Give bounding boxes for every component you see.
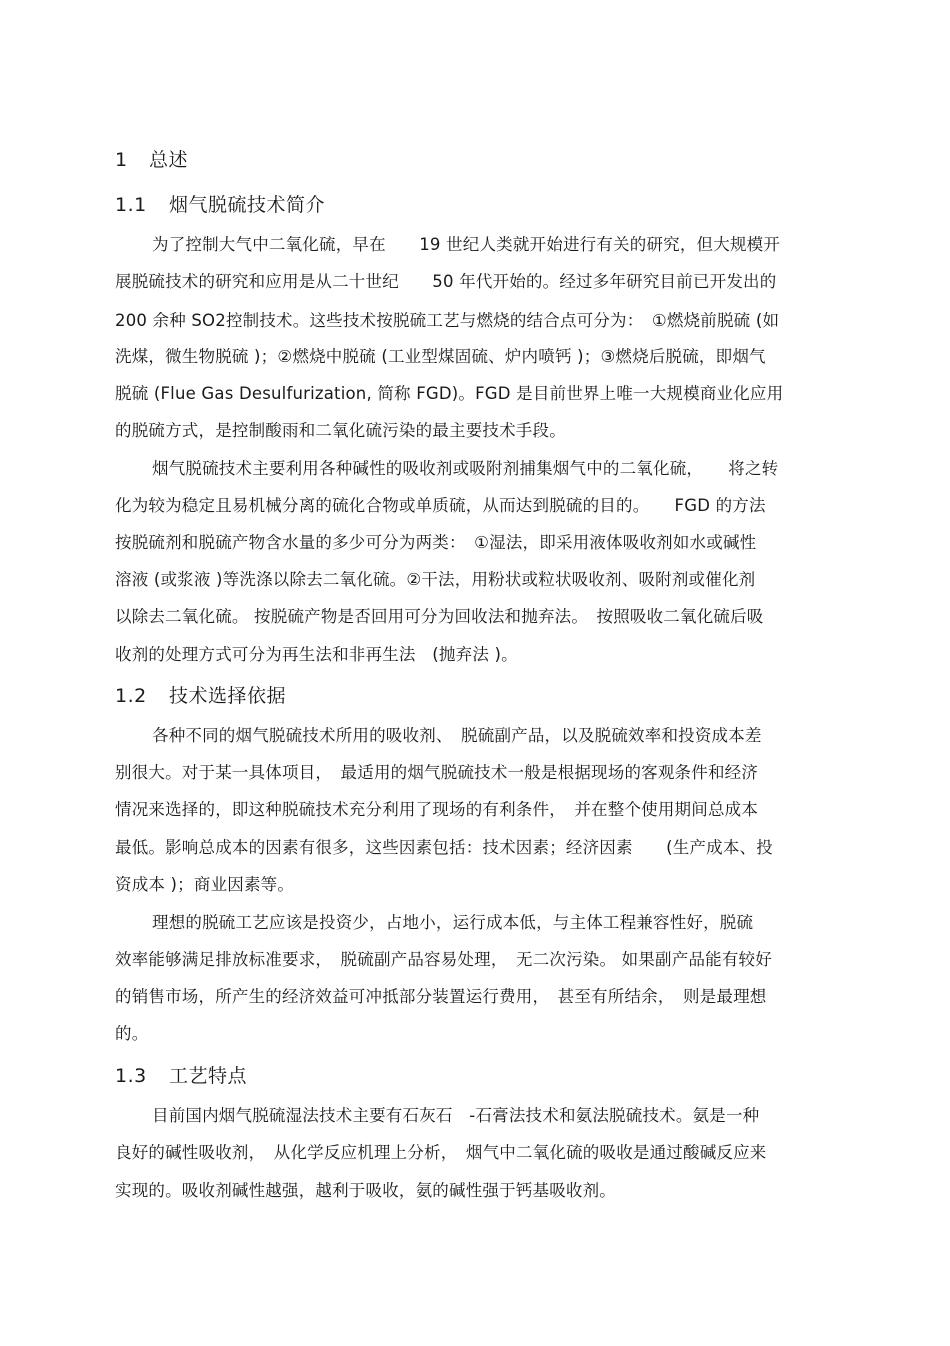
paragraph-line: 烟气脱硫技术主要利用各种碱性的吸收剂或吸附剂捕集烟气中的二氧化硫， 将之转 [152, 459, 779, 478]
paragraph-line: 的。 [115, 1024, 149, 1043]
paragraph-line: 资成本 )；商业因素等。 [115, 875, 295, 894]
paragraph-line: 脱硫 (Flue Gas Desulfurization, 简称 FGD)。FGD 是目前世界上唯一大规模商业化应用 [115, 384, 784, 403]
paragraph-line: 化为较为稳定且易机械分离的硫化合物或单质硫，从而达到脱硫的目的。 FGD 的方法 [115, 496, 766, 515]
paragraph-line: 展脱硫技术的研究和应用是从二十世纪 50 年代开始的。经过多年研究目前已开发出的 [115, 272, 777, 291]
section-heading-1-2 [115, 683, 286, 709]
paragraph-line: 实现的。吸收剂碱性越强，越利于吸收，氨的碱性强于钙基吸收剂。 [115, 1181, 616, 1200]
paragraph-line: 的脱硫方式，是控制酸雨和二氧化硫污染的最主要技术手段。 [115, 421, 566, 440]
paragraph-line: 各种不同的烟气脱硫技术所用的吸收剂、 脱硫副产品，以及脱硫效率和投资成本差 [152, 726, 762, 745]
section-number: 1 [115, 149, 128, 171]
paragraph-line: 别很大。对于某一具体项目， 最适用的烟气脱硫技术一般是根据现场的客观条件和经济 [115, 763, 759, 782]
paragraph-line: 目前国内烟气脱硫湿法技术主要有石灰石 -石膏法技术和氨法脱硫技术。氨是一种 [152, 1106, 760, 1125]
paragraph-line: 良好的碱性吸收剂， 从化学反应机理上分析， 烟气中二氧化硫的吸收是通过酸碱反应来 [115, 1143, 767, 1162]
paragraph-line: 效率能够满足排放标准要求， 脱硫副产品容易处理， 无二次污染。 如果副产品能有较好 [115, 950, 772, 969]
paragraph-line: 的销售市场，所产生的经济效益可冲抵部分装置运行费用， 甚至有所结余， 则是最理想 [115, 987, 767, 1006]
paragraph-line: 按脱硫剂和脱硫产物含水量的多少可分为两类： ①湿法，即采用液体吸收剂如水或碱性 [115, 533, 757, 552]
section-number: 1.2 [115, 685, 147, 707]
section-heading-1-3 [115, 1063, 247, 1089]
section-title: 烟气脱硫技术简介 [169, 194, 326, 216]
paragraph-line: 为了控制大气中二氧化硫，早在 19 世纪人类就开始进行有关的研究，但大规模开 [152, 235, 781, 254]
section-title: 技术选择依据 [169, 685, 287, 707]
paragraph-line: 最低。影响总成本的因素有很多，这些因素包括：技术因素；经济因素 (生产成本、投 [115, 838, 773, 857]
section-heading-1-1 [115, 192, 325, 218]
paragraph-line: 200 余种 SO2控制技术。这些技术按脱硫工艺与燃烧的结合点可分为： ①燃烧前脱硫 (如 [115, 311, 780, 330]
section-title: 工艺特点 [169, 1065, 248, 1087]
section-number: 1.3 [115, 1065, 147, 1087]
section-heading-1 [115, 147, 188, 173]
paragraph-line: 情况来选择的，即这种脱硫技术充分利用了现场的有利条件， 并在整个使用期间总成本 [115, 800, 759, 819]
paragraph-line: 理想的脱硫工艺应该是投资少，占地小，运行成本低，与主体工程兼容性好，脱硫 [152, 913, 754, 932]
paragraph-line: 溶液 (或浆液 )等洗涤以除去二氧化硫。②干法，用粉状或粒状吸收剂、吸附剂或催化剂 [115, 570, 756, 589]
section-number: 1.1 [115, 194, 147, 216]
section-title: 总述 [149, 149, 189, 171]
paragraph-line: 以除去二氧化硫。 按脱硫产物是否回用可分为回收法和抛弃法。 按照吸收二氧化硫后吸 [115, 607, 764, 626]
paragraph-line: 收剂的处理方式可分为再生法和非再生法 (抛弃法 )。 [115, 645, 518, 664]
paragraph-line: 洗煤，微生物脱硫 )；②燃烧中脱硫 (工业型煤固硫、炉内喷钙 )；③燃烧后脱硫，即烟气 [115, 347, 766, 366]
